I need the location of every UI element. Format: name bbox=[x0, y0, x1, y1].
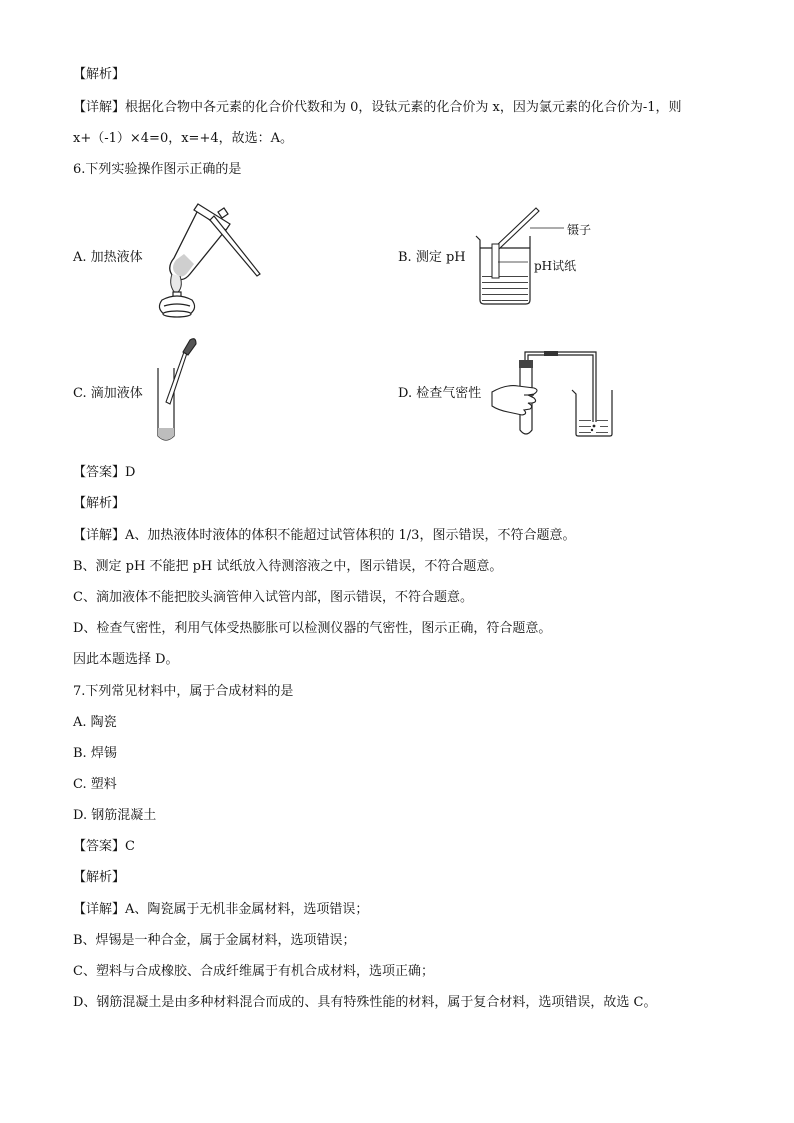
option-7a: A. 陶瓷 bbox=[73, 715, 117, 730]
ph-paper-label: pH试纸 bbox=[534, 259, 577, 273]
analysis-heading-6: 【解析】 bbox=[73, 496, 126, 511]
tweezers-label: 镊子 bbox=[567, 223, 592, 237]
option-6d: D. 检查气密性 bbox=[398, 386, 482, 401]
detail-6d: D、检查气密性，利用气体受热膨胀可以检测仪器的气密性，图示正确，符合题意。 bbox=[73, 621, 552, 636]
option-7c: C. 塑料 bbox=[73, 777, 117, 792]
option-7b: B. 焊锡 bbox=[73, 746, 117, 761]
option-6b: B. 测定 pH bbox=[398, 250, 466, 265]
analysis-heading-7: 【解析】 bbox=[73, 870, 126, 885]
drop-liquid-figure bbox=[150, 338, 210, 448]
option-6a: A. 加热液体 bbox=[73, 250, 143, 265]
detail-6b: B、测定 pH 不能把 pH 试纸放入待测溶液之中，图示错误，不符合题意。 bbox=[73, 559, 503, 574]
detail-7d: D、钢筋混凝土是由多种材料混合而成的、具有特殊性能的材料，属于复合材料，选项错误，故选 C。 bbox=[73, 995, 657, 1010]
analysis-heading: 【解析】 bbox=[73, 67, 126, 82]
answer-7: 【答案】C bbox=[73, 839, 135, 854]
detail-7b: B、焊锡是一种合金，属于金属材料，选项错误； bbox=[73, 933, 356, 948]
detail-6c: C、滴加液体不能把胶头滴管伸入试管内部，图示错误，不符合题意。 bbox=[73, 590, 473, 605]
detail-text: 【详解】根据化合物中各元素的化合价代数和为 0，设钛元素的化合价为 x，因为氯元素的化合价为-1，则 bbox=[73, 100, 682, 115]
question-6: 6.下列实验操作图示正确的是 bbox=[73, 162, 242, 177]
answer-6: 【答案】D bbox=[73, 465, 136, 480]
detail-7a: 【详解】A、陶瓷属于无机非金属材料，选项错误； bbox=[73, 902, 369, 917]
heating-liquid-figure bbox=[140, 196, 270, 324]
detail-6a: 【详解】A、加热液体时液体的体积不能超过试管体积的 1/3，图示错误，不符合题意。 bbox=[73, 528, 576, 543]
option-6c: C. 滴加液体 bbox=[73, 386, 143, 401]
detail-7c: C、塑料与合成橡胶、合成纤维属于有机合成材料，选项正确； bbox=[73, 964, 434, 979]
question-7: 7.下列常见材料中，属于合成材料的是 bbox=[73, 684, 294, 699]
detail-text-cont: x+（-1）×4=0，x=+4，故选：A。 bbox=[73, 131, 293, 146]
check-airtightness-figure bbox=[488, 340, 618, 440]
conclusion-6: 因此本题选择 D。 bbox=[73, 652, 179, 667]
option-7d: D. 钢筋混凝土 bbox=[73, 808, 157, 823]
